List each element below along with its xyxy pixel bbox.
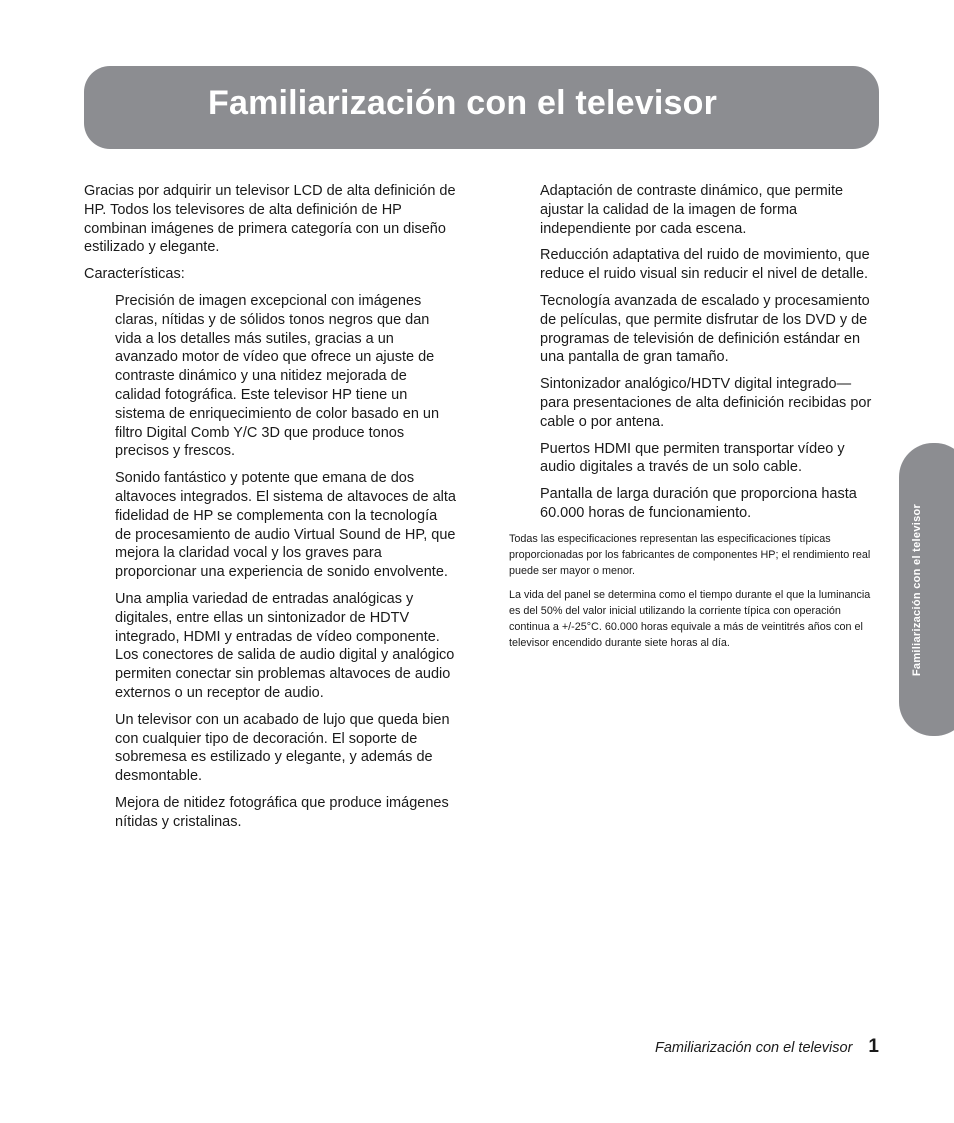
side-chapter-tab bbox=[899, 443, 954, 736]
feature-item: Precisión de imagen excepcional con imágenes claras, nítidas y de sólidos tonos negros que dan vida a los detalles más sutiles, gracias a un avanzado motor de vídeo que ofrece un ajuste de contraste dinámico y una nitidez mejorada de calidad fotográfica. Este televisor HP tiene un sistema de enriquecimiento de color basado en un filtro Digital Comb Y/C 3D que produce tonos precisos y frescos. bbox=[115, 292, 440, 460]
chapter-header-bar bbox=[84, 66, 879, 149]
feature-item: Mejora de nitidez fotográfica que produce imágenes nítidas y cristalinas. bbox=[115, 794, 449, 830]
feature-item: Sintonizador analógico/HDTV digital integrado— para presentaciones de alta definición recibidas por cable o por antena. bbox=[540, 376, 872, 430]
intro-paragraph: Gracias por adquirir un televisor LCD de alta definición de HP. Todos los televisores de alta definición de HP combinan imágenes de primera categoría con un diseño estilizado y elegante. bbox=[84, 183, 456, 256]
right-column bbox=[509, 182, 881, 659]
feature-item: Un televisor con un acabado de lujo que queda bien con cualquier tipo de decoración. El soporte de sobremesa es estilizado y elegante, y además de desmontable. bbox=[115, 711, 450, 785]
footnote: La vida del panel se determina como el tiempo durante el que la luminancia es del 50% del valor inicial utilizando la corriente típica con operación continua a +/-25°C. 60.000 horas equivale a más de veintitrés años con el televisor encendido durante siete horas al día. bbox=[509, 588, 871, 649]
feature-item: Una amplia variedad de entradas analógicas y digitales, entre ellas un sintonizador de HDTV integrado, HDMI y entradas de vídeo componente. Los conectores de salida de audio digital y analógico permiten conectar sin problemas altavoces de audio externos o un receptor de audio. bbox=[115, 590, 455, 701]
footnote: Todas las especificaciones representan las especificaciones típicas proporcionadas por los fabricantes de componentes HP; el rendimiento real puede ser mayor o menor. bbox=[509, 532, 871, 577]
left-column bbox=[84, 182, 456, 840]
feature-item: Sonido fantástico y potente que emana de dos altavoces integrados. El sistema de altavoces de alta fidelidad de HP se complementa con la tecnología de procesamiento de audio Virtual Sound de HP, que mejora la claridad vocal y los graves para proporcionar una experiencia de sonido envolvente. bbox=[115, 470, 456, 581]
chapter-title: Familiarización con el televisor bbox=[208, 84, 718, 122]
page-number: 1 bbox=[868, 1036, 879, 1057]
features-label: Características: bbox=[84, 266, 185, 283]
page-footer bbox=[655, 1036, 879, 1058]
feature-item: Reducción adaptativa del ruido de movimiento, que reduce el ruido visual sin reducir el nivel de detalle. bbox=[540, 247, 870, 283]
feature-item: Puertos HDMI que permiten transportar vídeo y audio digitales a través de un solo cable. bbox=[540, 440, 845, 476]
footer-title: Familiarización con el televisor bbox=[654, 1040, 853, 1056]
side-tab-label: Familiarización con el televisor bbox=[911, 503, 923, 677]
feature-item: Tecnología avanzada de escalado y procesamiento de películas, que permite disfrutar de los DVD y de programas de televisión de definición estándar en una pantalla de gran tamaño. bbox=[540, 292, 870, 366]
feature-item: Adaptación de contraste dinámico, que permite ajustar la calidad de la imagen de forma independiente por cada escena. bbox=[540, 183, 844, 237]
feature-item: Pantalla de larga duración que proporciona hasta 60.000 horas de funcionamiento. bbox=[540, 486, 857, 521]
